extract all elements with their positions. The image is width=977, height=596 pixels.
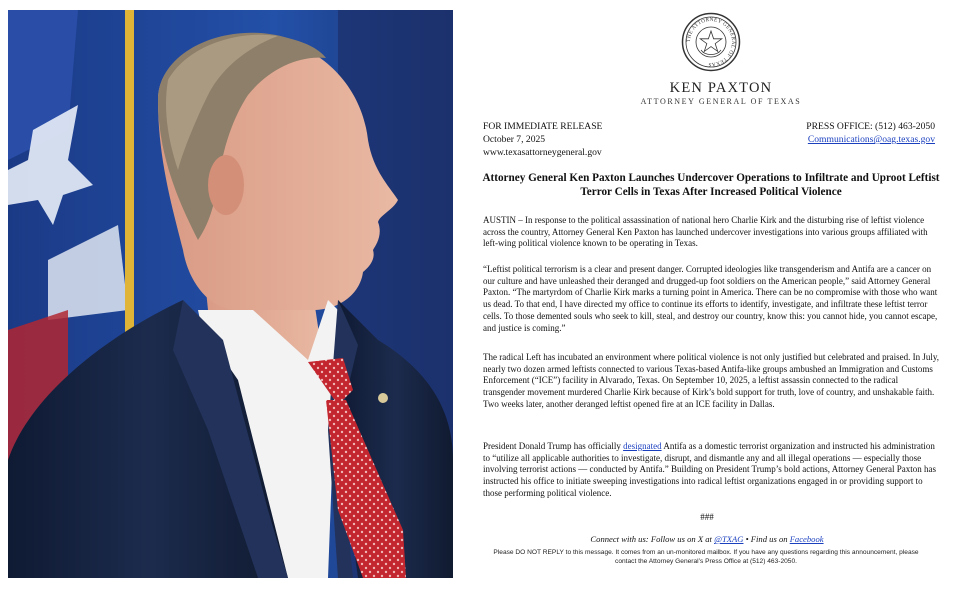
org-name: KEN PAXTON: [669, 80, 773, 96]
headline: Attorney General Ken Paxton Launches Undercover Operations to Infiltrate and Uproot Leftist Terror Cells in Texas After Increased Political Violence: [482, 172, 940, 198]
website-text: www.texasattorneygeneral.gov: [483, 147, 602, 158]
press-office-phone: PRESS OFFICE: (512) 463-2050: [806, 121, 935, 132]
release-header-left: [483, 120, 602, 159]
end-mark: ###: [700, 512, 714, 522]
x-handle-link[interactable]: @TXAG: [714, 534, 744, 544]
paragraph-2: “Leftist political terrorism is a clear and present danger. Corrupted ideologies like transgenderism and Antifa are a cancer on our culture and have unleashed their deranged and drugged-up foot soldiers on the American people,” said Attorney General Paxton. “The martyrdom of Charlie Kirk marks a turning point in America. There can be no compromise with those who want us dead. To that end, I have directed my office to continue its efforts to identify, investigate, and infiltrate these leftist terror cells. To those demented souls who seek to kill, steal, and destroy our country, know this: you cannot hide, you cannot escape, and justice is coming.”: [483, 264, 938, 333]
seal-text: THE ATTORNEY GENERAL OF TEXAS: [685, 16, 737, 68]
facebook-link[interactable]: Facebook: [789, 534, 824, 544]
release-header-right: [806, 120, 935, 146]
portrait-photo: [8, 10, 453, 578]
paragraph-4: [483, 441, 941, 500]
release-date: October 7, 2025: [483, 134, 546, 145]
seal-graphic: [681, 12, 741, 72]
org-subtitle: ATTORNEY GENERAL OF TEXAS: [640, 97, 802, 106]
portrait-illustration: [8, 10, 453, 578]
connect-mid: • Find us on: [743, 534, 790, 544]
connect-prefix: Connect with us: Follow us on X at: [590, 534, 715, 544]
state-seal-icon: [681, 12, 741, 72]
press-email-link[interactable]: Communications@oag.texas.gov: [807, 134, 935, 145]
press-release: [472, 8, 970, 588]
paragraph-4-start: President Donald Trump has officially: [483, 441, 624, 451]
paragraph-3: The radical Left has incubated an environment where political violence is not only justified but celebrated and praised. In July, nearly two dozen armed leftists connected to various Texas-based Antifa-like groups ambushed an Immigration and Customs Enforcement (“ICE”) facility in Alvarado, Texas. On September 10, 2025, a leftist assassin connected to the radical transgender movement murdered Charlie Kirk because of Kirk’s bold support for truth, love of country, and unshakable faith. Two weeks later, another deranged leftist opened fire at an ICE facility in Dallas.: [483, 352, 940, 409]
designated-link[interactable]: designated: [623, 441, 662, 451]
disclaimer: Please DO NOT REPLY to this message. It comes from an un-monitored mailbox. If you have any questions regarding this announcement, please contact the Attorney General’s Press Office at (512) 463-2050.: [493, 549, 919, 565]
paragraph-4-end: Antifa as a domestic terrorist organization and instructed his administration to “utilize all applicable authorities to investigate, disrupt, and dismantle any and all illegal operations — especially those involving terrorist actions — conducted by Antifa.” Building on President Trump’s bold actions, Attorney General Paxton has instructed his office to initiate sweeping investigations into radical leftist organizations engaged in or providing support to those performing political violence.: [483, 441, 936, 498]
connect-line: [472, 534, 942, 544]
release-label: FOR IMMEDIATE RELEASE: [483, 121, 603, 132]
paragraph-1: AUSTIN – In response to the political assassination of national hero Charlie Kirk and the disturbing rise of leftist violence across the country, Attorney General Ken Paxton has launched undercover investigations into various groups affiliated with left-wing political violence known to be operating in Texas.: [483, 215, 928, 249]
